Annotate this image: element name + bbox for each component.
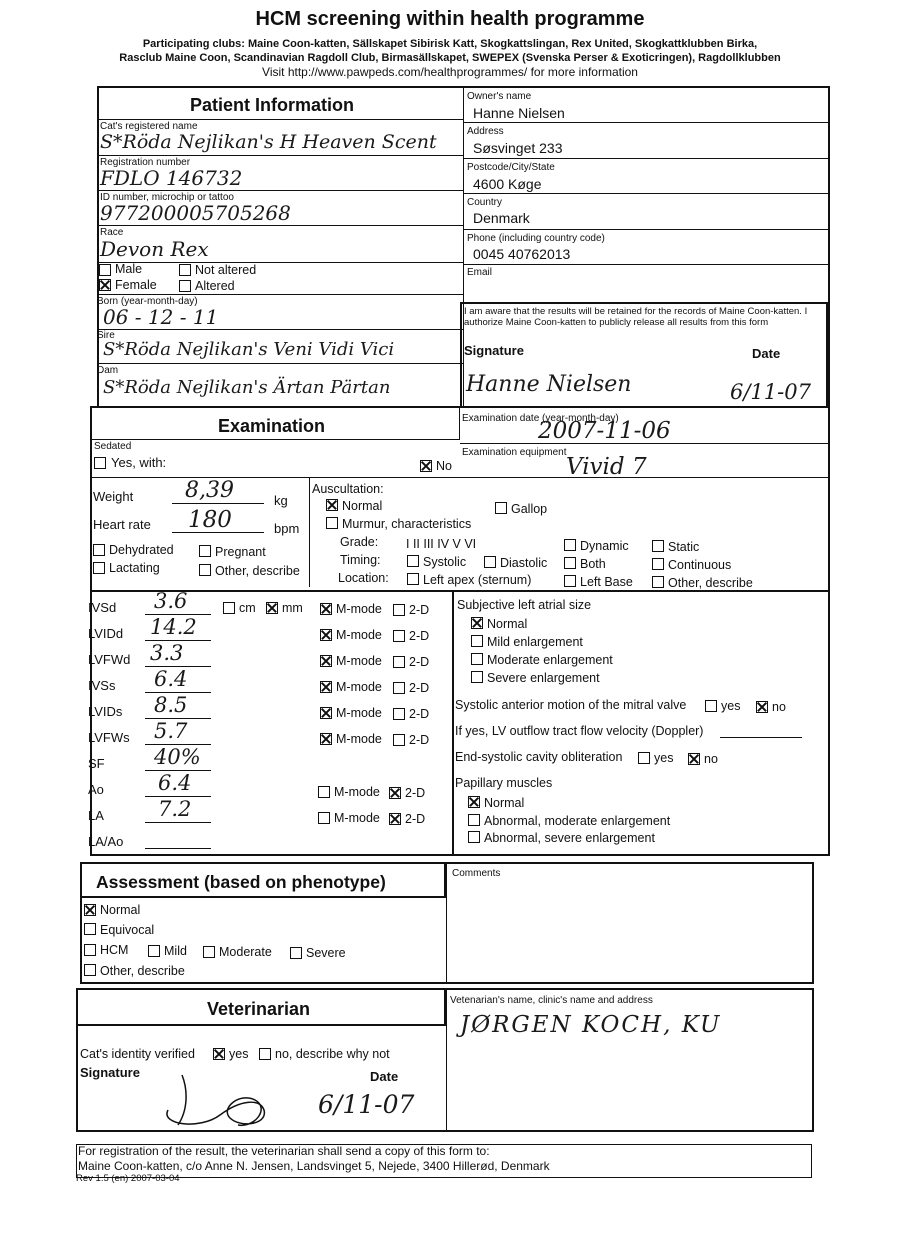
reg-name-value[interactable]: S*Röda Nejlikan's H Heaven Scent (100, 131, 437, 153)
sedated-label: Sedated (94, 441, 132, 452)
equipment-value[interactable]: Vivid 7 (566, 454, 647, 480)
lvids-label: LVIDs (88, 704, 123, 719)
ivsd-2d-label: 2-D (409, 603, 430, 617)
papillary-severe-checkbox[interactable] (468, 831, 480, 843)
examination-heading: Examination (218, 416, 326, 436)
atrial-severe-checkbox[interactable] (471, 671, 483, 683)
assessment-mild-checkbox[interactable] (148, 945, 160, 957)
id-label: ID number, microchip or tattoo (100, 192, 234, 203)
lactating-checkbox[interactable] (93, 562, 105, 574)
lvfwd-2d-checkbox[interactable] (393, 656, 405, 668)
diastolic-checkbox[interactable] (484, 556, 496, 568)
assessment-moderate-label: Moderate (219, 945, 272, 959)
gallop-label: Gallop (511, 502, 548, 516)
heart-rate-value[interactable]: 180 (188, 507, 232, 533)
ivss-label: IVSs (88, 678, 116, 693)
ivsd-mmode-checkbox[interactable] (320, 603, 332, 615)
la-2d-checkbox[interactable] (389, 813, 401, 825)
auscultation-normal-label: Normal (342, 499, 383, 513)
other-describe2-checkbox[interactable] (652, 576, 664, 588)
lvidd-label: LVIDd (88, 626, 124, 641)
ivss-2d-label: 2-D (409, 681, 430, 695)
weight-value[interactable]: 8,39 (185, 478, 234, 503)
sf-value[interactable]: 40% (154, 745, 201, 769)
gallop-checkbox[interactable] (495, 502, 507, 514)
sam-yes-label: yes (721, 699, 741, 713)
atrial-mild-checkbox[interactable] (471, 635, 483, 647)
dehydrated-checkbox[interactable] (93, 544, 105, 556)
born-label: Born (year-month-day) (97, 296, 198, 307)
lvfws-2d-checkbox[interactable] (393, 734, 405, 746)
reg-name-label: Cat's registered name (100, 121, 198, 132)
lvfws-mmode-checkbox[interactable] (320, 733, 332, 745)
left-base-checkbox[interactable] (564, 575, 576, 587)
postcode-label: Postcode/City/State (467, 162, 555, 173)
dam-value[interactable]: S*Röda Nejlikan's Ärtan Pärtan (103, 377, 391, 398)
systolic-checkbox[interactable] (407, 555, 419, 567)
timing-label: Timing: (340, 553, 381, 567)
assessment-other-label: Other, describe (100, 964, 185, 978)
papillary-normal-label: Normal (484, 796, 525, 810)
mm-checkbox[interactable] (266, 602, 278, 614)
atrial-normal-checkbox[interactable] (471, 617, 483, 629)
other-describe-label: Other, describe (215, 564, 300, 578)
assessment-equivocal-checkbox[interactable] (84, 923, 96, 935)
systolic-label: Systolic (423, 555, 467, 569)
eso-yes-label: yes (654, 751, 674, 765)
static-checkbox[interactable] (652, 540, 664, 552)
atrial-severe-label: Severe enlargement (487, 671, 600, 685)
identity-no-label: no, describe why not (275, 1047, 390, 1061)
owner-signature-label: Signature (464, 343, 524, 358)
equipment-label: Examination equipment (462, 447, 567, 458)
lvfws-value[interactable]: 5.7 (154, 719, 188, 743)
ivss-value[interactable]: 6.4 (154, 667, 188, 691)
ivsd-value[interactable]: 3.6 (154, 589, 188, 613)
address-value[interactable]: Søsvinget 233 (473, 140, 563, 156)
murmur-checkbox[interactable] (326, 517, 338, 529)
vet-name-value[interactable]: JØRGEN KOCH, KU (460, 1012, 722, 1038)
assessment-divider (446, 862, 447, 984)
participating-clubs-line2: Rasclub Maine Coon, Scandinavian Ragdoll Club, Birmasällskapet, SWEPEX (Svenska Perser & Exoticringen), Ragdollklubben (119, 52, 781, 64)
owner-date-label: Date (752, 346, 781, 361)
lvfws-2d-label: 2-D (409, 733, 430, 747)
eso-no-label: no (704, 752, 718, 766)
address-label: Address (467, 126, 504, 137)
ao-mmode-checkbox[interactable] (318, 786, 330, 798)
consent-text: I am aware that the results will be retained for the records of Maine Coon-katten. I authorize Maine Coon-katten to publicly release all results from this form (464, 306, 808, 328)
lvot-input[interactable] (720, 737, 802, 738)
lvot-label: If yes, LV outflow tract flow velocity (Doppler) (455, 724, 704, 738)
comments-area[interactable] (450, 880, 810, 980)
lvfws-label: LVFWs (88, 730, 130, 745)
ao-mmode-label: M-mode (334, 785, 380, 799)
revision-note: Rev 1.5 (en) 2007-03-04 (76, 1173, 180, 1184)
location-label: Location: (338, 571, 389, 585)
altered-checkbox[interactable] (179, 280, 191, 292)
identity-yes-checkbox[interactable] (213, 1048, 225, 1060)
lvids-2d-label: 2-D (409, 707, 430, 721)
lvidd-2d-label: 2-D (409, 629, 430, 643)
female-checkbox[interactable] (99, 279, 111, 291)
sf-label: SF (88, 756, 105, 771)
dynamic-label: Dynamic (580, 539, 629, 553)
ivss-mmode-checkbox[interactable] (320, 681, 332, 693)
la-ao-label: LA/Ao (88, 834, 124, 849)
ao-2d-label: 2-D (405, 786, 426, 800)
exam-date-label: Examination date (year-month-day) (462, 413, 619, 424)
owner-name-label: Owner's name (467, 91, 532, 102)
diastolic-label: Diastolic (500, 556, 548, 570)
la-label: LA (88, 808, 104, 823)
male-checkbox[interactable] (99, 264, 111, 276)
assessment-mild-label: Mild (164, 944, 187, 958)
ivss-2d-checkbox[interactable] (393, 682, 405, 694)
born-value[interactable]: 06 - 12 - 11 (103, 305, 219, 329)
postcode-value[interactable]: 4600 Køge (473, 176, 542, 192)
atrial-size-title: Subjective left atrial size (457, 598, 592, 612)
lvfwd-value[interactable]: 3.3 (150, 641, 184, 665)
reg-number-label: Registration number (100, 157, 191, 168)
lvidd-2d-checkbox[interactable] (393, 630, 405, 642)
vet-date-label: Date (370, 1069, 399, 1084)
assessment-heading: Assessment (based on phenotype) (96, 872, 386, 892)
owner-signature[interactable]: Hanne Nielsen (466, 372, 632, 397)
identity-yes-label: yes (229, 1047, 249, 1061)
auscultation-label: Auscultation: (312, 482, 384, 496)
la-2d-label: 2-D (405, 812, 426, 826)
murmur-label: Murmur, characteristics (342, 517, 472, 531)
continuous-label: Continuous (668, 558, 732, 572)
lvidd-mmode-label: M-mode (336, 628, 382, 642)
lvfws-mmode-label: M-mode (336, 732, 382, 746)
race-label: Race (100, 227, 124, 238)
assessment-hcm-checkbox[interactable] (84, 944, 96, 956)
weight-label: Weight (93, 489, 134, 504)
owner-name-value[interactable]: Hanne Nielsen (473, 105, 565, 121)
left-apex-checkbox[interactable] (407, 573, 419, 585)
ao-2d-checkbox[interactable] (389, 787, 401, 799)
sire-label: Sire (97, 330, 115, 341)
assessment-normal-label: Normal (100, 903, 141, 917)
static-label: Static (668, 540, 700, 554)
altered-label: Altered (195, 279, 235, 293)
measurement-divider (452, 591, 454, 856)
sire-value[interactable]: S*Röda Nejlikan's Veni Vidi Vici (103, 339, 395, 360)
atrial-mild-label: Mild enlargement (487, 635, 583, 649)
patient-heading: Patient Information (190, 95, 355, 115)
participating-clubs-line1: Participating clubs: Maine Coon-katten, Sällskapet Sibirisk Katt, Skogkattslingan, Rex United, Skogkattklubben Birka, (142, 38, 758, 50)
sedated-no-checkbox[interactable] (420, 460, 432, 472)
lvfwd-mmode-checkbox[interactable] (320, 655, 332, 667)
not-altered-checkbox[interactable] (179, 264, 191, 276)
vet-signature-scribble (160, 1070, 290, 1130)
male-label: Male (115, 262, 143, 276)
footer-line2: Maine Coon-katten, c/o Anne N. Jensen, Landsvinget 5, Nejede, 3400 Hillerød, Denmark (78, 1159, 550, 1173)
atrial-moderate-checkbox[interactable] (471, 653, 483, 665)
ivss-mmode-label: M-mode (336, 680, 382, 694)
la-mmode-checkbox[interactable] (318, 812, 330, 824)
identity-verified-label: Cat's identity verified (80, 1047, 195, 1061)
vet-divider (446, 988, 447, 1132)
other-describe-checkbox[interactable] (199, 564, 211, 576)
lvfwd-mmode-label: M-mode (336, 654, 382, 668)
sedated-yes-checkbox[interactable] (94, 457, 106, 469)
country-value[interactable]: Denmark (473, 210, 530, 226)
papillary-label: Papillary muscles (455, 776, 553, 790)
atrial-moderate-label: Moderate enlargement (487, 653, 613, 667)
lactating-label: Lactating (109, 561, 160, 575)
lvids-2d-checkbox[interactable] (393, 708, 405, 720)
exam-date-value[interactable]: 2007-11-06 (538, 418, 671, 444)
identity-no-checkbox[interactable] (259, 1048, 271, 1060)
footer-line1: For registration of the result, the veterinarian shall send a copy of this form to: (78, 1144, 490, 1158)
pregnant-label: Pregnant (215, 545, 266, 559)
vet-date-value[interactable]: 6/11-07 (318, 1090, 415, 1119)
heart-rate-label: Heart rate (93, 517, 151, 532)
ivsd-label: IVSd (88, 600, 117, 615)
lvids-mmode-label: M-mode (336, 706, 382, 720)
papillary-moderate-checkbox[interactable] (468, 814, 480, 826)
email-label: Email (467, 267, 493, 278)
cm-checkbox[interactable] (223, 602, 235, 614)
ivsd-2d-checkbox[interactable] (393, 604, 405, 616)
ao-value[interactable]: 6.4 (158, 771, 192, 795)
not-altered-label: Not altered (195, 263, 257, 277)
assessment-other-checkbox[interactable] (84, 964, 96, 976)
grade-options[interactable]: I II III IV V VI (406, 537, 477, 551)
owner-date[interactable]: 6/11-07 (730, 380, 811, 404)
ivsd-mmode-label: M-mode (336, 602, 382, 616)
assessment-severe-label: Severe (306, 946, 346, 960)
heart-rate-unit: bpm (274, 521, 300, 536)
both-checkbox[interactable] (564, 557, 576, 569)
dam-label: Dam (97, 365, 119, 376)
form-title: HCM screening within health programme (255, 8, 645, 30)
lvidd-mmode-checkbox[interactable] (320, 629, 332, 641)
la-mmode-label: M-mode (334, 811, 380, 825)
id-value[interactable]: 977200005705268 (100, 201, 291, 225)
visit-info: Visit http://www.pawpeds.com/healthprogrammes/ for more information (262, 65, 638, 79)
eso-yes-checkbox[interactable] (638, 752, 650, 764)
comments-label: Comments (452, 868, 501, 879)
atrial-normal-label: Normal (487, 617, 528, 631)
sedated-no-label: No (436, 459, 452, 473)
female-label: Female (115, 278, 157, 292)
weight-unit: kg (274, 493, 288, 508)
pregnant-checkbox[interactable] (199, 545, 211, 557)
sam-yes-checkbox[interactable] (705, 700, 717, 712)
country-label: Country (467, 197, 503, 208)
assessment-severe-checkbox[interactable] (290, 947, 302, 959)
assessment-moderate-checkbox[interactable] (203, 946, 215, 958)
left-apex-label: Left apex (sternum) (423, 573, 532, 587)
eso-label: End-systolic cavity obliteration (455, 750, 623, 764)
sam-no-checkbox[interactable] (756, 701, 768, 713)
lvfwd-label: LVFWd (88, 652, 131, 667)
both-label: Both (580, 557, 606, 571)
phone-label: Phone (including country code) (467, 233, 605, 244)
grade-label: Grade: (340, 535, 379, 549)
left-base-label: Left Base (580, 575, 633, 589)
dehydrated-label: Dehydrated (109, 543, 174, 557)
sedated-yes-label: Yes, with: (111, 455, 167, 470)
sam-label: Systolic anterior motion of the mitral valve (455, 698, 687, 712)
eso-no-checkbox[interactable] (688, 753, 700, 765)
assessment-equivocal-label: Equivocal (100, 923, 155, 937)
vet-signature-label: Signature (80, 1065, 140, 1080)
sam-no-label: no (772, 700, 786, 714)
auscultation-normal-checkbox[interactable] (326, 499, 338, 511)
lvids-mmode-checkbox[interactable] (320, 707, 332, 719)
race-value[interactable]: Devon Rex (100, 237, 209, 261)
assessment-normal-checkbox[interactable] (84, 904, 96, 916)
la-value[interactable]: 7.2 (158, 797, 192, 821)
papillary-severe-label: Abnormal, severe enlargement (484, 831, 655, 845)
vet-heading: Veterinarian (207, 999, 311, 1019)
papillary-moderate-label: Abnormal, moderate enlargement (484, 814, 671, 828)
papillary-normal-checkbox[interactable] (468, 796, 480, 808)
mm-label: mm (282, 601, 303, 615)
other-describe2-label: Other, describe (668, 576, 753, 590)
continuous-checkbox[interactable] (652, 558, 664, 570)
lvfwd-2d-label: 2-D (409, 655, 430, 669)
lvids-value[interactable]: 8.5 (154, 693, 188, 717)
lvidd-value[interactable]: 14.2 (150, 615, 197, 639)
assessment-hcm-label: HCM (100, 943, 129, 957)
phone-value[interactable]: 0045 40762013 (473, 246, 571, 262)
cm-label: cm (239, 601, 256, 615)
reg-number-value[interactable]: FDLO 146732 (100, 166, 243, 190)
ao-label: Ao (88, 782, 104, 797)
dynamic-checkbox[interactable] (564, 539, 576, 551)
vet-name-label: Vetenarian's name, clinic's name and address (450, 995, 653, 1006)
